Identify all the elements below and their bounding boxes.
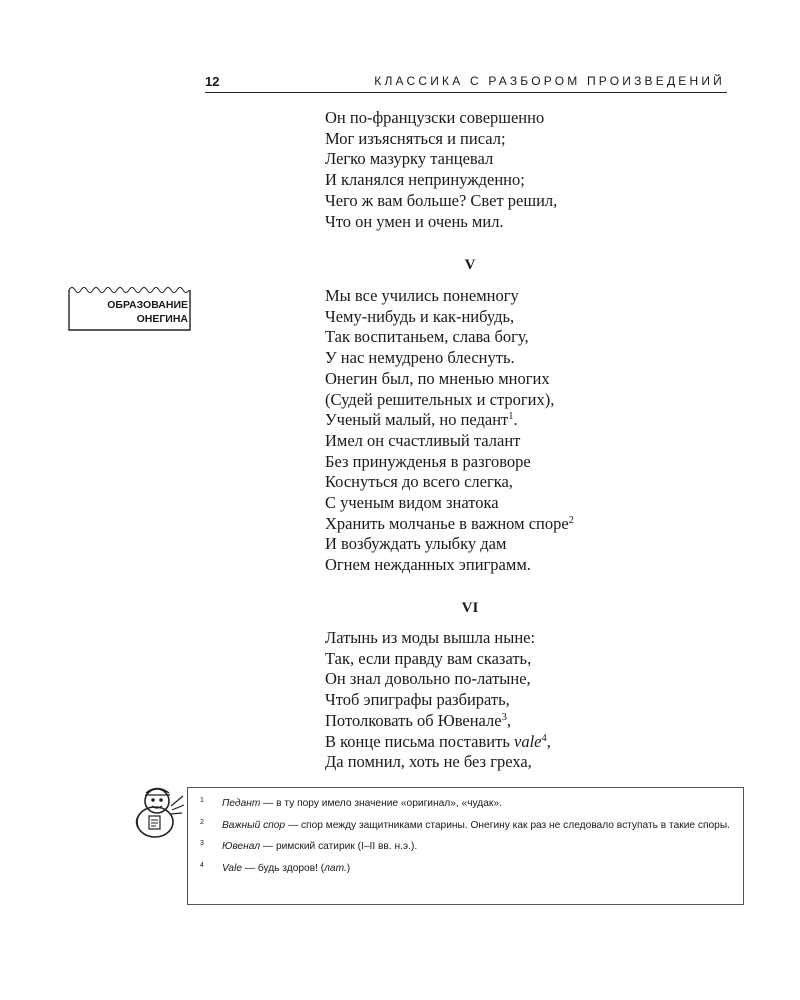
verse-line xyxy=(325,410,574,431)
verse-line: С ученым видом знатока xyxy=(325,493,499,513)
verse-line: Имел он счастливый талант xyxy=(325,430,521,450)
footnote xyxy=(200,840,731,855)
footnote-text: — в ту пору имело значение «оригинал», «чудак». xyxy=(260,798,502,809)
verse-line: Да помнил, хоть не без греха, xyxy=(325,752,532,772)
stanza-vi xyxy=(325,628,551,773)
footnote-mark: 3 xyxy=(200,840,204,847)
running-title: КЛАССИКА С РАЗБОРОМ ПРОИЗВЕДЕНИЙ xyxy=(374,74,725,88)
footnote-mark: 1 xyxy=(200,797,204,804)
footnote-lang: лат. xyxy=(324,862,347,874)
page-number: 12 xyxy=(205,74,220,89)
punctuation: , xyxy=(506,710,511,730)
verse-line: Чему-нибудь и как-нибудь, xyxy=(325,306,515,326)
verse-line: Коснуться до всего слегка, xyxy=(325,472,513,492)
footnote-ref[interactable]: 4 xyxy=(541,732,547,744)
verse-line: Он по-французски совершенно xyxy=(325,108,545,127)
verse-line: Он знал довольно по-латыне, xyxy=(325,669,531,689)
verse-line: И кланялся непринужденно; xyxy=(325,170,525,190)
verse-line: Что он умен и очень мил. xyxy=(325,211,504,231)
footnote-text: — будь здоров! ( xyxy=(242,862,325,874)
stanza-number-v: V xyxy=(464,257,476,273)
punctuation: . xyxy=(513,410,518,430)
footnote-ref[interactable]: 1 xyxy=(508,411,514,423)
footnote-mark: 4 xyxy=(200,861,204,869)
footnote xyxy=(200,819,731,834)
footnote-text-end: ) xyxy=(346,862,351,874)
verse-text: Хранить молчанье в важном споре xyxy=(325,513,569,533)
footnote-term: Важный спор xyxy=(222,819,286,831)
verse-text: Потолковать об Ювенале xyxy=(325,710,502,730)
verse-line: Так воспитаньем, слава богу, xyxy=(325,327,529,347)
verse-line: Мог изъясняться и писал; xyxy=(325,128,506,148)
footnote-text: — римский сатирик (I–II вв. н.э.). xyxy=(260,841,418,852)
stanza-iv-end xyxy=(325,108,557,232)
footnote-mark: 2 xyxy=(200,818,204,826)
verse-line: Латынь из моды вышла ныне: xyxy=(325,628,536,647)
running-header xyxy=(205,72,727,93)
verse-line: У нас немудрено блеснуть. xyxy=(325,348,515,368)
verse-line: И возбуждать улыбку дам xyxy=(325,534,507,554)
verse-line: Огнем нежданных эпиграмм. xyxy=(325,555,531,575)
verse-line: (Судей решительных и строгих), xyxy=(325,389,555,409)
footnote-ref[interactable]: 2 xyxy=(568,514,574,526)
margin-note-line: ОБРАЗОВАНИЕ xyxy=(107,299,188,311)
margin-note xyxy=(68,282,192,332)
footnote xyxy=(200,862,731,877)
footnote xyxy=(200,797,731,812)
footnote-text: — спор между защитниками старины. Онегину как раз не следовало вступать в такие споры. xyxy=(285,819,730,831)
verse-line xyxy=(325,732,551,753)
latin-word: vale xyxy=(514,731,542,751)
verse-line: Чего ж вам больше? Свет решил, xyxy=(325,190,558,210)
footnote-term: Vale xyxy=(222,862,243,874)
stanza-number-vi: VI xyxy=(461,600,479,616)
verse-line: Чтоб эпиграфы разбирать, xyxy=(325,690,510,710)
footnote-ref[interactable]: 3 xyxy=(501,711,507,723)
verse-line xyxy=(325,514,574,535)
verse-line: Онегин был, по мненью многих xyxy=(325,368,550,388)
margin-note-text xyxy=(68,298,188,326)
verse-text: Ученый малый, но педант xyxy=(325,410,509,430)
verse-line xyxy=(325,711,551,732)
footnotes-box xyxy=(187,787,744,905)
verse-line: Мы все учились понемногу xyxy=(325,286,519,305)
stanza-v xyxy=(325,286,574,576)
margin-note-line: ОНЕГИНА xyxy=(136,313,188,325)
verse-text: В конце письма поставить xyxy=(325,731,514,751)
footnote-term: Педант xyxy=(222,798,261,809)
verse-line: Легко мазурку танцевал xyxy=(325,149,494,169)
verse-line: Так, если правду вам сказать, xyxy=(325,648,532,668)
punctuation: , xyxy=(546,731,551,751)
mascot-snowman-icon xyxy=(128,784,186,842)
footnote-term: Ювенал xyxy=(222,841,261,852)
verse-line: Без принужденья в разговоре xyxy=(325,451,531,471)
